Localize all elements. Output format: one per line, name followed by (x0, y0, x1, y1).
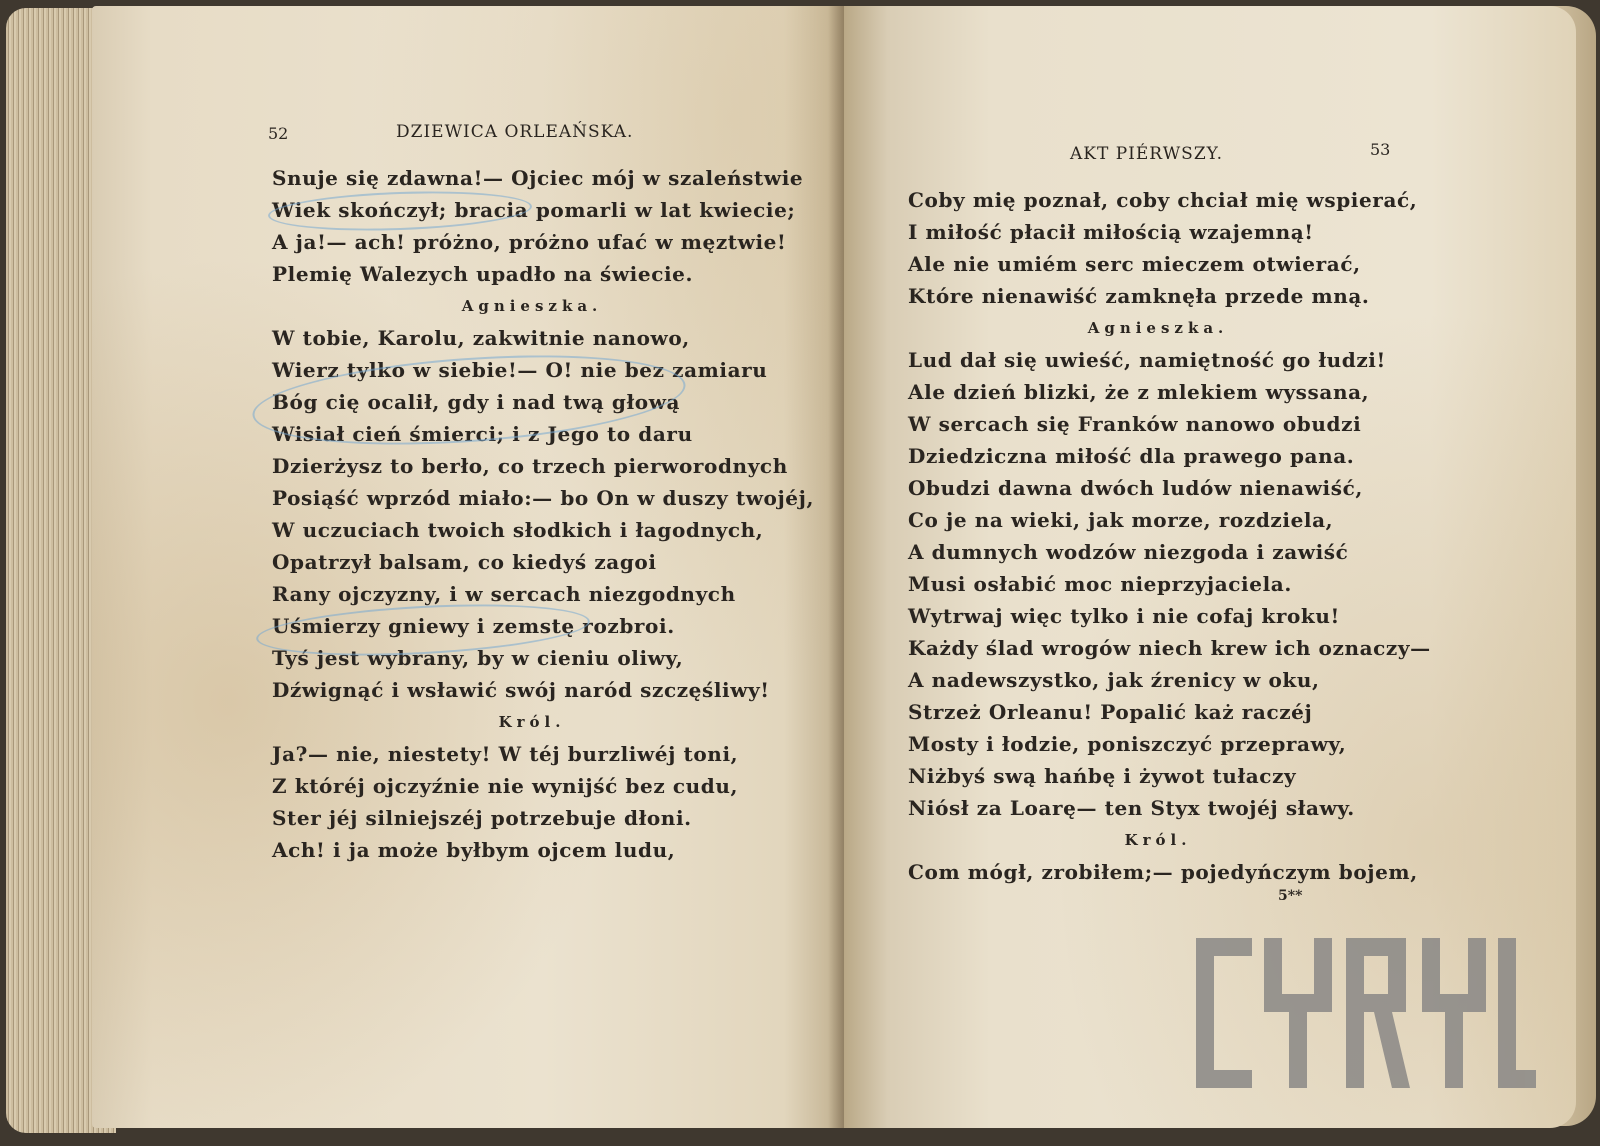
speaker-name: Król. (1124, 831, 1192, 849)
verse-line: Lud dał się uwieść, namiętność go łudzi! (908, 348, 1386, 372)
verse-line: Niżbyś swą hańbę i żywot tułaczy (908, 764, 1297, 788)
verse-line: Mosty i łodzie, poniszczyć przeprawy, (908, 732, 1347, 756)
verse-line: Uśmierzy gniewy i zemstę rozbroi. (272, 614, 675, 638)
speaker-name: Król. (498, 713, 566, 731)
verse-line: Coby mię poznał, coby chciał mię wspierać, (908, 188, 1418, 212)
speaker-name: Agnieszka. (461, 297, 603, 315)
verse-line: Musi osłabić moc nieprzyjaciela. (908, 572, 1292, 596)
verse-line: Dzierżysz to berło, co trzech pierworodnych (272, 454, 788, 478)
signature-mark: 5** (1278, 888, 1303, 904)
left-running-title: DZIEWICA ORLEAŃSKA. (396, 122, 634, 142)
verse-line: Dziedziczna miłość dla prawego pana. (908, 444, 1355, 468)
verse-line: Opatrzył balsam, co kiedyś zagoi (272, 550, 657, 574)
verse-line: Każdy ślad wrogów niech krew ich oznaczy— (908, 636, 1431, 660)
verse-line: Wytrwaj więc tylko i nie cofaj kroku! (908, 604, 1340, 628)
verse-line: W sercach się Franków nanowo obudzi (908, 412, 1362, 436)
verse-line: A dumnych wodzów niezgoda i zawiść (908, 540, 1349, 564)
speaker-name: Agnieszka. (1087, 319, 1229, 337)
verse-line: Obudzi dawna dwóch ludów nienawiść, (908, 476, 1363, 500)
watermark-logo-graphic (1196, 938, 1536, 1088)
verse-line: Com mógł, zrobiłem;— pojedyńczym bojem, (908, 860, 1418, 884)
right-verse-block (908, 184, 1431, 888)
verse-line: Co je na wieki, jak morze, rozdziela, (908, 508, 1334, 532)
verse-line: Niósł za Loarę— ten Styx twojéj sławy. (908, 796, 1355, 820)
verse-line: I miłość płacił miłością wzajemną! (908, 220, 1314, 244)
verse-line: W tobie, Karolu, zakwitnie nanowo, (272, 326, 690, 350)
verse-line: Strzeż Orleanu! Popalić każ raczéj (908, 700, 1313, 724)
cyryl-watermark-logo (1196, 938, 1536, 1088)
verse-line: Wierz tylko w siebie!— O! nie bez zamiaru (272, 358, 768, 382)
verse-line: Ster jéj silniejszéj potrzebuje dłoni. (272, 806, 692, 830)
left-page (92, 6, 844, 1128)
verse-line: Snuje się zdawna!— Ojciec mój w szaleństwie (272, 166, 804, 190)
right-running-title: AKT PIÉRWSZY. (1070, 144, 1224, 164)
verse-line: Tyś jest wybrany, by w cieniu oliwy, (272, 646, 684, 670)
verse-line: Ale dzień blizki, że z mlekiem wyssana, (908, 380, 1370, 404)
verse-line: Ale nie umiém serc mieczem otwierać, (908, 252, 1361, 276)
verse-line: Z któréj ojczyźnie nie wynijść bez cudu, (272, 774, 739, 798)
verse-line: Posiąść wprzód miało:— bo On w duszy twojéj, (272, 486, 815, 510)
verse-line: Które nienawiść zamknęła przede mną. (908, 284, 1370, 308)
right-page-number: 53 (1370, 140, 1391, 159)
verse-line: Bóg cię ocalił, gdy i nad twą głową (272, 390, 681, 414)
verse-line: W uczuciach twoich słodkich i łagodnych, (272, 518, 764, 542)
verse-line: A ja!— ach! próżno, próżno ufać w męztwie! (272, 230, 787, 254)
verse-line: Ach! i ja może byłbym ojcem ludu, (272, 838, 676, 862)
verse-line: A nadewszystko, jak źrenicy w oku, (908, 668, 1320, 692)
verse-line: Wiek skończył; bracia pomarli w lat kwiecie; (272, 198, 796, 222)
verse-line: Plemię Walezych upadło na świecie. (272, 262, 694, 286)
verse-line: Rany ojczyzny, i w sercach niezgodnych (272, 582, 736, 606)
left-verse-block (272, 162, 815, 866)
verse-line: Ja?— nie, niestety! W téj burzliwéj toni, (272, 742, 739, 766)
verse-line: Wisiał cień śmierci; i z Jego to daru (272, 422, 693, 446)
left-page-number: 52 (268, 124, 289, 143)
verse-line: Dźwignąć i wsławić swój naród szczęśliwy! (272, 678, 770, 702)
